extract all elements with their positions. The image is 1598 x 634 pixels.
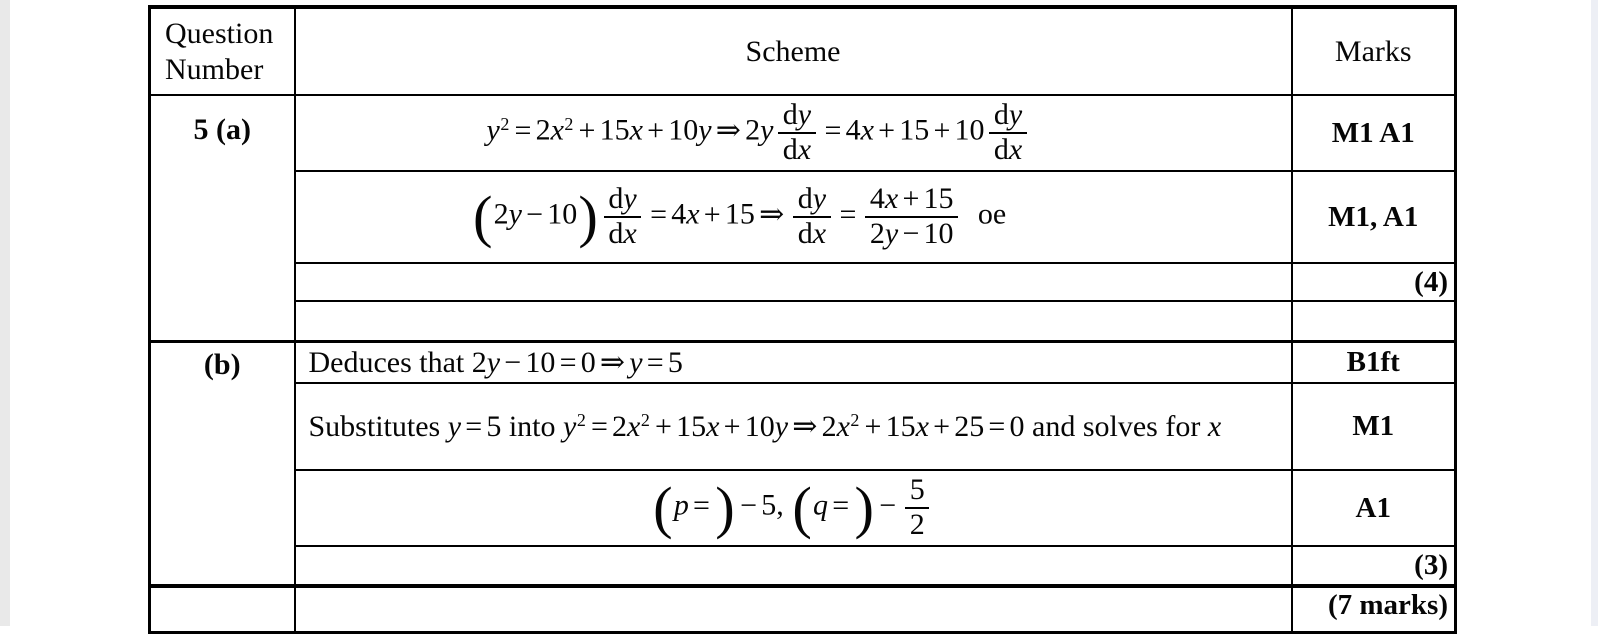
math-token: y — [447, 409, 462, 443]
math-token: ⇒ — [759, 197, 785, 231]
math-token: ⇒ — [715, 113, 741, 147]
page-left-margin — [0, 0, 10, 626]
math-token: d — [993, 98, 1009, 132]
math-token: d — [797, 217, 813, 250]
math-token: y — [1008, 98, 1023, 132]
math-token: 2 — [493, 197, 509, 231]
page-right-margin — [1591, 0, 1598, 626]
scheme-equation-a2 — [295, 171, 1292, 263]
math-token: ) — [854, 475, 874, 540]
math-token: 2 — [471, 345, 487, 379]
math-token: d — [608, 217, 624, 250]
marks-a-total: (4) — [1292, 263, 1456, 301]
math-token: q — [813, 488, 828, 522]
math-token: p — [673, 488, 689, 522]
math-token: y — [797, 98, 812, 132]
fraction-denominator — [783, 134, 811, 166]
math-token: 10 — [547, 197, 578, 231]
row-a-spacer — [150, 301, 1456, 341]
math-token: d — [608, 182, 624, 216]
math-token: 10 — [668, 113, 699, 147]
math-token: x — [1008, 133, 1023, 166]
math-token: x — [686, 197, 700, 231]
math-token: 5 — [761, 488, 777, 522]
mark-scheme-table — [148, 5, 1457, 634]
math-token: = — [988, 409, 1006, 443]
fraction-denominator — [870, 218, 954, 250]
scheme-equation-b3 — [295, 470, 1292, 546]
math-token: ( — [472, 184, 493, 249]
math-token: + — [654, 409, 672, 443]
math-token: 15 — [885, 409, 916, 443]
math-token: x — [550, 113, 564, 147]
fraction-denominator — [910, 509, 925, 541]
row-a2 — [150, 171, 1456, 263]
math-token: 15 — [899, 113, 930, 147]
math-token: 2 — [612, 409, 628, 443]
fraction — [989, 100, 1026, 165]
fraction-numerator — [905, 475, 929, 509]
row-a-total — [150, 263, 1456, 301]
math-token: oe — [962, 197, 1007, 231]
header-row — [150, 7, 1456, 95]
math-token: + — [703, 197, 721, 231]
fraction-numerator — [865, 184, 958, 218]
math-token: = — [559, 345, 577, 379]
fraction — [793, 184, 830, 249]
math-token: d — [782, 98, 798, 132]
fraction-numerator — [989, 100, 1026, 134]
math-token: 10 — [744, 409, 775, 443]
math-token: = — [514, 113, 532, 147]
math-token: 2 — [821, 409, 837, 443]
fraction — [905, 475, 929, 540]
row-question-total — [150, 586, 1456, 632]
math-token: + — [933, 409, 951, 443]
row-b3 — [150, 470, 1456, 546]
math-token: ( — [792, 475, 812, 540]
question-label-5a: 5 (a) — [150, 95, 295, 341]
fraction-numerator — [604, 184, 641, 218]
math-token: = — [839, 197, 857, 231]
scheme-empty-a3 — [295, 263, 1292, 301]
math-token: + — [647, 113, 665, 147]
math-token: y — [698, 113, 712, 147]
math-token: = — [465, 409, 483, 443]
math-token: 0 — [580, 345, 596, 379]
math-token: y — [508, 197, 522, 231]
math-token: 2 — [869, 217, 885, 250]
math-token: Substitutes — [308, 409, 448, 443]
question-empty-total — [150, 586, 295, 632]
math-token: x — [1207, 409, 1222, 443]
fraction — [604, 184, 641, 249]
math-token: x — [915, 409, 929, 443]
math-token: + — [723, 409, 741, 443]
math-token: = — [693, 488, 710, 522]
math-token: y — [760, 113, 774, 147]
math-token: = — [590, 409, 608, 443]
math-token: ⇒ — [599, 345, 626, 379]
math-token: x — [706, 409, 720, 443]
math-token: 10 — [923, 217, 954, 250]
math-token: d — [797, 182, 813, 216]
math-token: Deduces that — [308, 345, 472, 379]
math-token: y — [486, 345, 501, 379]
math-token: x — [797, 133, 812, 166]
scheme-empty-total — [295, 586, 1292, 632]
math-token: = — [650, 197, 668, 231]
math-token: − — [504, 345, 522, 379]
math-token: y — [774, 409, 789, 443]
math-token: x — [836, 409, 850, 443]
math-token: y — [884, 217, 899, 250]
math-token: x — [629, 113, 643, 147]
math-token: 2 — [850, 409, 860, 430]
math-token: x — [627, 409, 641, 443]
fraction-denominator — [994, 134, 1022, 166]
math-token: ( — [653, 475, 673, 540]
math-token: 5 — [667, 345, 683, 379]
math-token: + — [578, 113, 596, 147]
math-token: 2 — [640, 409, 650, 430]
math-token: 10 — [525, 345, 556, 379]
scheme-statement-b2 — [295, 383, 1292, 470]
row-b-total — [150, 546, 1456, 586]
fraction-denominator — [608, 218, 636, 250]
math-token: y — [629, 345, 643, 379]
marks-b-total: (3) — [1292, 546, 1456, 586]
math-token: , — [776, 488, 792, 522]
math-token: = — [832, 488, 850, 522]
math-token: ) — [578, 184, 598, 249]
math-token: x — [812, 217, 827, 250]
math-token: 4 — [671, 197, 687, 231]
math-token: 2 — [909, 508, 925, 541]
math-token: + — [933, 113, 951, 147]
math-token: − — [740, 488, 758, 522]
math-token: y — [812, 182, 827, 216]
marks-a1: M1 A1 — [1292, 95, 1456, 171]
math-token: − — [879, 488, 897, 522]
row-b1 — [150, 341, 1456, 383]
question-label-b: (b) — [150, 341, 295, 586]
math-token: y — [486, 113, 500, 147]
math-token: 2 — [576, 409, 586, 430]
math-token: d — [993, 133, 1009, 166]
math-token: 0 — [1009, 409, 1025, 443]
math-token: 2 — [500, 114, 510, 134]
marks-a2: M1, A1 — [1292, 171, 1456, 263]
math-token: d — [782, 133, 798, 166]
math-token: + — [902, 182, 920, 216]
row-b2 — [150, 383, 1456, 470]
math-token: 10 — [954, 113, 985, 147]
fraction — [778, 100, 815, 165]
math-token: into — [501, 409, 563, 443]
marks-b2: M1 — [1292, 383, 1456, 470]
scheme-empty-b4 — [295, 546, 1292, 586]
math-token: 25 — [954, 409, 985, 443]
math-token: 15 — [923, 182, 954, 216]
fraction — [865, 184, 958, 249]
math-token: 2 — [535, 113, 551, 147]
math-token: − — [526, 197, 544, 231]
math-token: ⇒ — [792, 409, 818, 443]
math-token: = — [824, 113, 842, 147]
math-token: 4 — [845, 113, 861, 147]
math-token: 4 — [869, 182, 885, 216]
scheme-header: Scheme — [295, 7, 1292, 95]
marks-question-total: (7 marks) — [1292, 586, 1456, 632]
row-a1 — [150, 95, 1456, 171]
scheme-empty-a4 — [295, 301, 1292, 341]
math-token: 5 — [486, 409, 502, 443]
fraction-numerator — [778, 100, 815, 134]
math-token: x — [860, 113, 874, 147]
math-token: 2 — [564, 114, 574, 134]
math-token: = — [646, 345, 664, 379]
math-token: − — [902, 217, 920, 250]
marks-b1: B1ft — [1292, 341, 1456, 383]
math-token: and solves for — [1024, 409, 1208, 443]
marks-empty-a4 — [1292, 301, 1456, 341]
question-number-header: Question Number — [150, 7, 295, 95]
fraction-numerator — [793, 184, 830, 218]
math-token: x — [884, 182, 899, 216]
math-token: 5 — [909, 473, 925, 507]
math-token: ) — [715, 475, 735, 540]
math-token: 15 — [676, 409, 707, 443]
scheme-statement-b1 — [295, 341, 1292, 383]
math-token: 15 — [599, 113, 630, 147]
marks-header: Marks — [1292, 7, 1456, 95]
math-token: y — [623, 182, 637, 216]
fraction-denominator — [798, 218, 826, 250]
math-token: x — [623, 217, 637, 250]
math-token: + — [864, 409, 882, 443]
marks-b3: A1 — [1292, 470, 1456, 546]
math-token: y — [563, 409, 577, 443]
math-token: 15 — [724, 197, 755, 231]
math-token: + — [878, 113, 896, 147]
scheme-equation-a1 — [295, 95, 1292, 171]
math-token: 2 — [745, 113, 761, 147]
